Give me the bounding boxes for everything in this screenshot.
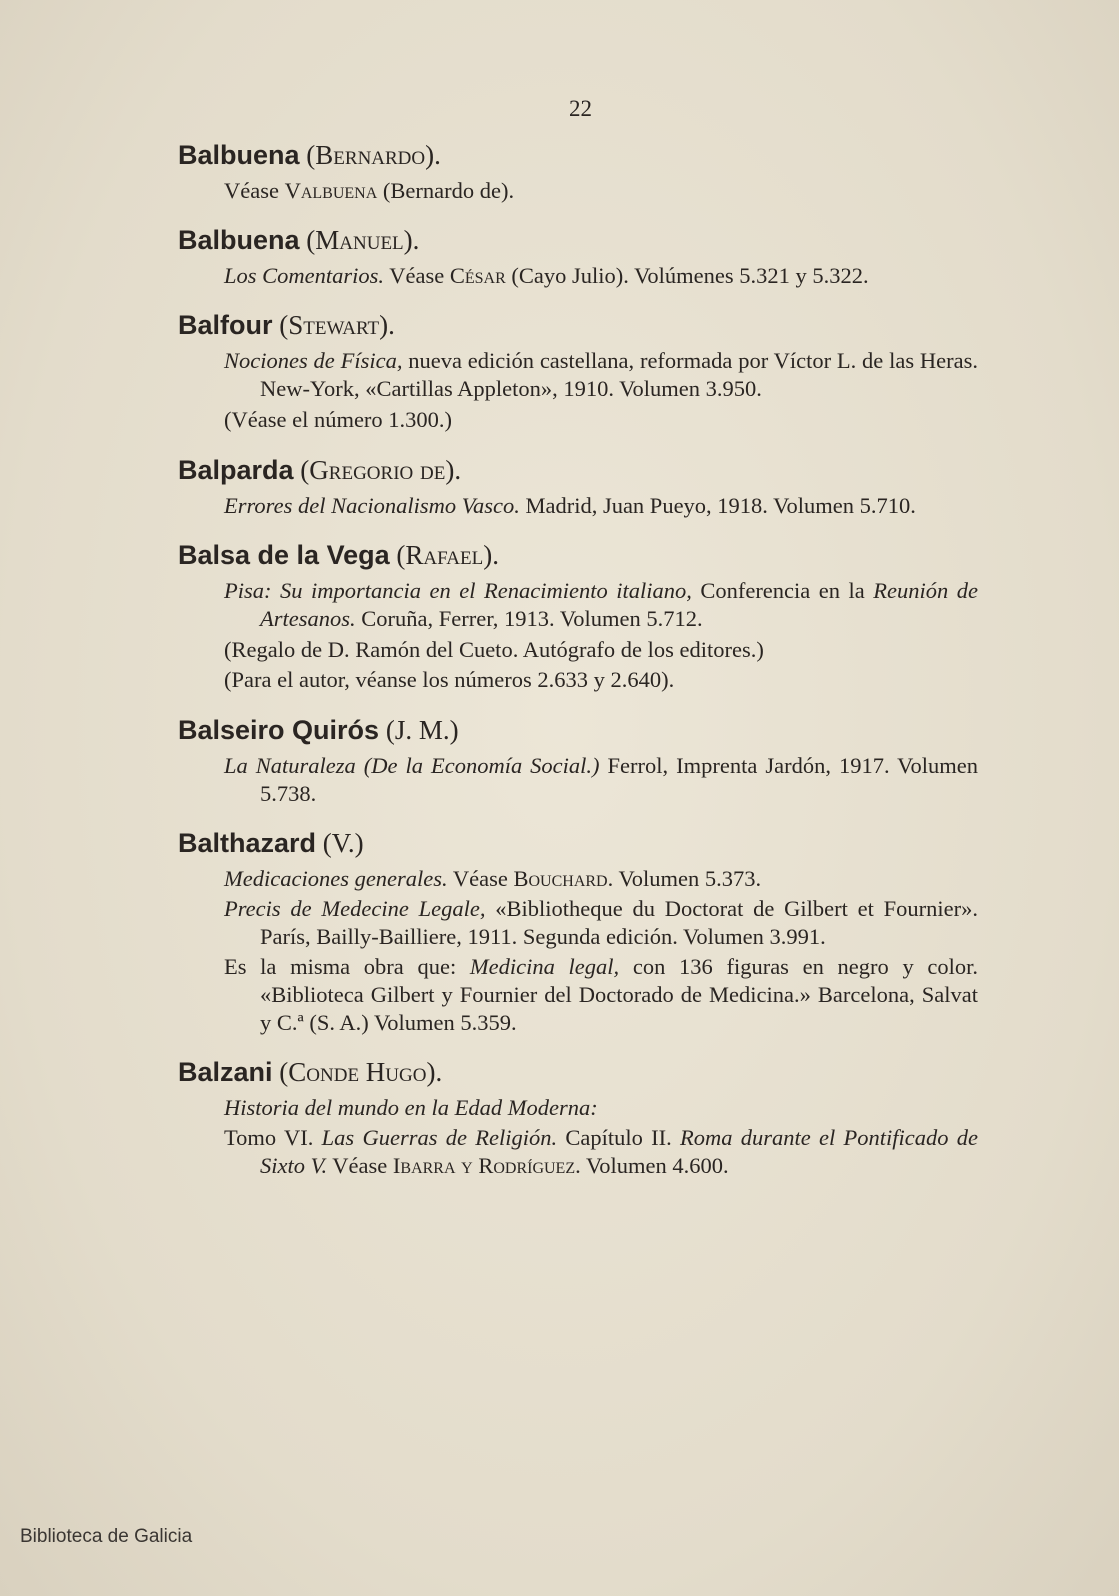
entry-heading: Balparda (Gregorio de).: [178, 455, 462, 485]
author-qualifier: Bernardo: [315, 140, 426, 170]
note-line: (Para el autor, véanse los números 2.633 y 2.640).: [224, 667, 675, 692]
entry-heading: Balbuena (Manuel).: [178, 225, 420, 255]
reference-line: Historia del mundo en la Edad Moderna:: [224, 1095, 598, 1120]
note-line: (Véase el número 1.300.): [224, 407, 453, 432]
entry-heading: Balzani (Conde Hugo).: [178, 1057, 443, 1087]
entry-heading: Balthazard (V.): [178, 828, 364, 858]
reference-line: Véase Valbuena (Bernardo de).: [224, 178, 515, 203]
note-line: (Regalo de D. Ramón del Cueto. Autógrafo de los editores.): [224, 637, 764, 662]
page-number: 22: [569, 96, 592, 121]
reference-line: Nociones de Física, nueva edición castellana, reformada por Víctor L. de las Heras. New-York, «Cartillas Appleton», 1910. Volumen 3.950.: [224, 348, 978, 401]
author-qualifier: Conde Hugo: [288, 1057, 427, 1087]
author-qualifier: Stewart: [288, 310, 380, 340]
reference-line: Precis de Medecine Legale, «Bibliotheque du Doctorat de Gilbert et Fournier». París, Bailly-Bailliere, 1911. Segunda edición. Volumen 3.991.: [224, 896, 978, 949]
author-name: Balthazard: [178, 828, 317, 858]
reference-line: Medicaciones generales. Véase Bouchard. Volumen 5.373.: [224, 866, 762, 891]
reference-line: Es la misma obra que: Medicina legal, con 136 figuras en negro y color. «Biblioteca Gilbert y Fournier del Doctorado de Medicina.» Barcelona, Salvat y C.ª (S. A.) Volumen 5.359.: [224, 954, 979, 1035]
author-name: Balparda: [178, 455, 294, 485]
entry-balzani: [178, 1053, 978, 1180]
reference-line: Los Comentarios. Véase César (Cayo Julio). Volúmenes 5.321 y 5.322.: [224, 263, 869, 288]
catalog-entries: [178, 136, 978, 1196]
reference-line: Tomo VI. Las Guerras de Religión. Capítulo II. Roma durante el Pontificado de Sixto V. Véase Ibarra y Rodríguez. Volumen 4.600.: [224, 1125, 979, 1178]
reference-line: Pisa: Su importancia en el Renacimiento italiano, Conferencia en la Reunión de Artesanos. Coruña, Ferrer, 1913. Volumen 5.712.: [224, 578, 978, 631]
library-watermark: Biblioteca de Galicia: [20, 1526, 193, 1547]
author-qualifier: Manuel: [315, 225, 404, 255]
entry-balfour: [178, 306, 978, 435]
author-name: Balsa de la Vega: [178, 540, 390, 570]
author-name: Balbuena: [178, 140, 300, 170]
entry-heading: Balsa de la Vega (Rafael).: [178, 540, 499, 570]
author-name: Balzani: [178, 1057, 273, 1087]
author-qualifier: J. M.: [394, 715, 450, 745]
entry-balseiro-quiros: [178, 711, 978, 808]
entry-balthazard: [178, 824, 978, 1037]
author-qualifier: Rafael: [405, 540, 484, 570]
author-qualifier: Gregorio de: [309, 455, 446, 485]
author-qualifier: V.: [331, 828, 355, 858]
author-name: Balseiro Quirós: [178, 715, 380, 745]
entry-balparda: [178, 451, 978, 520]
entry-heading: Balbuena (Bernardo).: [178, 140, 441, 170]
author-name: Balfour: [178, 310, 273, 340]
entry-heading: Balseiro Quirós (J. M.): [178, 715, 459, 745]
entry-heading: Balfour (Stewart).: [178, 310, 395, 340]
entry-balbuena-manuel: [178, 221, 978, 290]
entry-balbuena-bernardo: [178, 136, 978, 205]
author-name: Balbuena: [178, 225, 300, 255]
reference-line: La Naturaleza (De la Economía Social.) Ferrol, Imprenta Jardón, 1917. Volumen 5.738.: [224, 753, 978, 806]
reference-line: Errores del Nacionalismo Vasco. Madrid, Juan Pueyo, 1918. Volumen 5.710.: [224, 493, 916, 518]
entry-balsa-de-la-vega: [178, 536, 978, 695]
